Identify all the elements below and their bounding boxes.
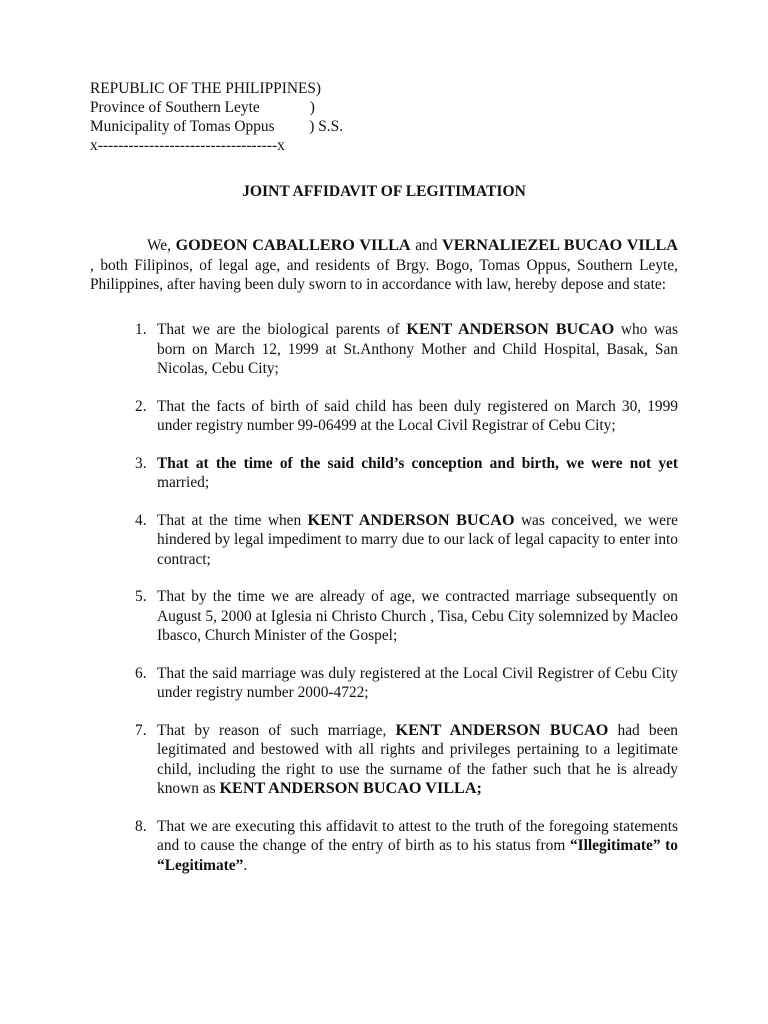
child-name: KENT ANDERSON BUCAO	[406, 320, 615, 338]
status-change: “Illegitimate” to “Legitimate”	[157, 837, 678, 874]
item-number: 4.	[135, 511, 147, 529]
child-name: KENT ANDERSON BUCAO	[307, 510, 515, 529]
item-text: was conceived, we were hindered by legal impediment to marry due to our lack of legal capacity to enter into contract;	[157, 511, 678, 568]
intro-and: and	[415, 237, 438, 254]
statement-item	[90, 454, 678, 493]
caption-republic: REPUBLIC OF THE PHILIPPINES)	[90, 80, 322, 97]
item-text: had been legitimated and bestowed with all rights and privileges pertaining to a legitimate child, including the right to use the surname of the father such that he is already known as	[157, 721, 678, 797]
item-number: 7.	[135, 721, 147, 739]
item-text: married;	[157, 474, 210, 491]
intro-paragraph	[90, 236, 678, 295]
affiant-name-2: VERNALIEZEL BUCAO VILLA	[442, 236, 678, 254]
item-text: That the said marriage was duly registered at the Local Civil Registrer of Cebu City under registry number 2000-4722;	[157, 664, 678, 701]
caption-divider: x-----------------------------------x	[90, 137, 285, 154]
item-number: 3.	[135, 454, 147, 472]
item-number: 1.	[135, 321, 147, 338]
item-text: That by the time we are already of age, we contracted marriage subsequently on August 5, 2000 at Iglesia ni Christo Church , Tisa, Cebu City solemnized by Macleo Ibasco, Church Minister of the Gospel;	[157, 588, 678, 644]
child-name: KENT ANDERSON BUCAO	[395, 720, 609, 739]
intro-rest: , both Filipinos, of legal age, and residents of Brgy. Bogo, Tomas Oppus, Southern Leyte, Philippines, after having been duly sworn to in accordance with law, hereby depose and state:	[90, 256, 678, 293]
item-number: 8.	[135, 817, 147, 835]
item-text: That by reason of such marriage,	[157, 721, 387, 739]
statement-item	[90, 511, 678, 570]
item-text: That we are executing this affidavit to attest to the truth of the foregoing statements and to cause the change of the entry of birth as to his status from	[157, 817, 678, 854]
affiant-name-1: GODEON CABALLERO VILLA	[175, 236, 411, 254]
item-text: That the facts of birth of said child has been duly registered on March 30, 1999 under registry number 99-06499 at the Local Civil Registrar of Cebu City;	[157, 397, 678, 434]
venue-caption	[90, 79, 343, 155]
statement-item	[90, 817, 678, 876]
statement-item	[90, 721, 678, 799]
caption-municipality: Municipality of Tomas Oppus ) S.S.	[90, 118, 344, 135]
item-number: 2.	[135, 397, 147, 415]
statement-item	[90, 320, 678, 379]
item-text: who was born on March 12, 1999 at St.Anthony Mother and Child Hospital, Basak, San Nicolas, Cebu City;	[157, 321, 678, 377]
statement-item	[90, 397, 678, 436]
statement-item	[90, 587, 678, 646]
statement-list	[90, 320, 678, 893]
item-text: .	[243, 856, 248, 874]
statement-item	[90, 664, 678, 703]
item-number: 6.	[135, 664, 147, 682]
intro-we: We,	[147, 237, 171, 254]
item-text: That at the time when	[157, 511, 302, 529]
caption-province: Province of Southern Leyte )	[90, 99, 315, 116]
item-number: 5.	[135, 588, 147, 605]
item-bold-text: That at the time of the said child’s conception and birth, we were not yet	[157, 454, 678, 472]
document-title: JOINT AFFIDAVIT OF LEGITIMATION	[242, 183, 526, 200]
item-text: That we are the biological parents of	[157, 321, 400, 338]
child-legitimated-name: KENT ANDERSON BUCAO VILLA;	[219, 779, 482, 797]
